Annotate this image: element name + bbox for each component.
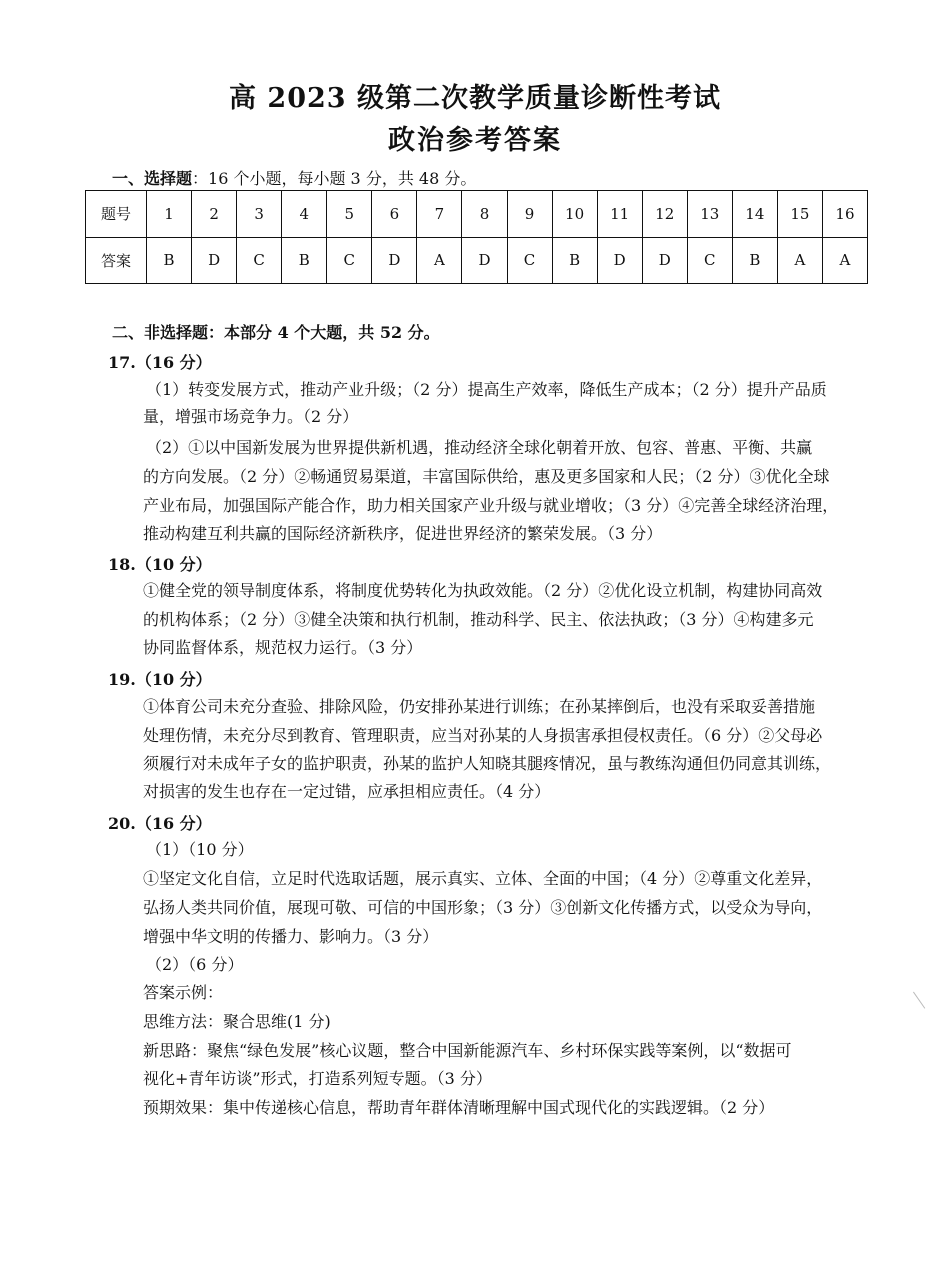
- q17-line: （1）转变发展方式，推动产业升级；（2 分）提高生产效率，降低生产成本；（2 分）提升产品质: [146, 380, 827, 399]
- question-number: 2: [192, 191, 237, 238]
- q17-line: 量，增强市场竞争力。（2 分）: [143, 407, 359, 426]
- q20-number: 20.（16 分）: [108, 814, 212, 833]
- q19-line: 对损害的发生也存在一定过错，应承担相应责任。（4 分）: [143, 782, 551, 801]
- question-number: 3: [237, 191, 282, 238]
- section1-heading-note: ：16 个小题，每小题 3 分，共 48 分。: [192, 169, 477, 188]
- answer-cell: B: [552, 237, 597, 284]
- answer-cell: C: [507, 237, 552, 284]
- question-number: 5: [327, 191, 372, 238]
- q20-line: 答案示例：: [143, 983, 224, 1002]
- q20-line: ①坚定文化自信，立足时代选取话题，展示真实、立体、全面的中国；（4 分）②尊重文化差异，: [143, 869, 823, 888]
- answer-table-number-row: [86, 191, 868, 238]
- answer-table-answer-row: [86, 237, 868, 284]
- q20-line: 新思路：聚焦“绿色发展”核心议题，整合中国新能源汽车、乡村环保实践等案例，以“数据可: [143, 1041, 792, 1060]
- question-number: 15: [777, 191, 822, 238]
- q20-line: 思维方法：聚合思维(1 分): [143, 1012, 331, 1031]
- section1-heading-main: 一、选择题: [112, 169, 193, 188]
- q17-line: （2）①以中国新发展为世界提供新机遇，推动经济全球化朝着开放、包容、普惠、平衡、共赢: [146, 438, 813, 457]
- q20-sub1-heading: （1）（10 分）: [146, 840, 254, 859]
- q17-line: 产业布局，加强国际产能合作，助力相关国家产业升级与就业增收；（3 分）④完善全球经济治理，: [143, 496, 839, 515]
- question-number: 14: [732, 191, 777, 238]
- q19-line: 处理伤情，未充分尽到教育、管理职责，应当对孙某的人身损害承担侵权责任。（6 分）②父母必: [143, 726, 823, 745]
- answer-cell: C: [237, 237, 282, 284]
- question-number: 9: [507, 191, 552, 238]
- answer-table: [85, 190, 868, 284]
- answer-cell: C: [327, 237, 372, 284]
- answer-cell: B: [732, 237, 777, 284]
- exam-title: 高 2023 级第二次教学质量诊断性考试: [229, 83, 721, 114]
- question-number: 10: [552, 191, 597, 238]
- q18-line: 的机构体系；（2 分）③健全决策和执行机制，推动科学、民主、依法执政；（3 分）④构建多元: [143, 610, 814, 629]
- exam-subtitle: 政治参考答案: [388, 125, 562, 156]
- scan-mark: [913, 981, 940, 1008]
- q17-number: 17.（16 分）: [108, 353, 212, 372]
- answer-cell: D: [192, 237, 237, 284]
- q19-line: 须履行对未成年子女的监护职责，孙某的监护人知晓其腿疼情况，虽与教练沟通但仍同意其训练，: [143, 754, 832, 773]
- question-number: 11: [597, 191, 642, 238]
- question-number: 7: [417, 191, 462, 238]
- q19-number: 19.（10 分）: [108, 670, 212, 689]
- q19-line: ①体育公司未充分查验、排除风险，仍安排孙某进行训练；在孙某摔倒后，也没有采取妥善措施: [143, 697, 816, 716]
- section2-heading: 二、非选择题：本部分 4 个大题，共 52 分。: [112, 323, 440, 342]
- q18-number: 18.（10 分）: [108, 555, 212, 574]
- row-label-number: 题号: [86, 191, 147, 238]
- q20-sub2-heading: （2）（6 分）: [146, 955, 244, 974]
- question-number: 6: [372, 191, 417, 238]
- q18-line: 协同监督体系，规范权力运行。（3 分）: [143, 638, 423, 657]
- answer-cell: B: [282, 237, 327, 284]
- question-number: 12: [642, 191, 687, 238]
- answer-cell: D: [642, 237, 687, 284]
- answer-cell: D: [597, 237, 642, 284]
- answer-cell: A: [822, 237, 867, 284]
- question-number: 16: [822, 191, 867, 238]
- answer-cell: D: [372, 237, 417, 284]
- answer-cell: B: [147, 237, 192, 284]
- q18-line: ①健全党的领导制度体系，将制度优势转化为执政效能。（2 分）②优化设立机制，构建协同高效: [143, 581, 823, 600]
- q17-line: 的方向发展。（2 分）②畅通贸易渠道，丰富国际供给，惠及更多国家和人民；（2 分）③优化全球: [143, 467, 830, 486]
- question-number: 8: [462, 191, 507, 238]
- q20-line: 增强中华文明的传播力、影响力。（3 分）: [143, 927, 439, 946]
- q17-line: 推动构建互利共赢的国际经济新秩序，促进世界经济的繁荣发展。（3 分）: [143, 524, 663, 543]
- answer-cell: C: [687, 237, 732, 284]
- answer-cell: A: [777, 237, 822, 284]
- answer-cell: A: [417, 237, 462, 284]
- question-number: 13: [687, 191, 732, 238]
- section1-heading: [112, 166, 476, 189]
- row-label-answer: 答案: [86, 237, 147, 284]
- q20-line: 弘扬人类共同价值，展现可敬、可信的中国形象；（3 分）③创新文化传播方式，以受众为导向，: [143, 898, 823, 917]
- q20-line: 视化+青年访谈”形式，打造系列短专题。（3 分）: [143, 1069, 492, 1088]
- q20-line: 预期效果：集中传递核心信息，帮助青年群体清晰理解中国式现代化的实践逻辑。（2 分）: [143, 1098, 775, 1117]
- question-number: 1: [147, 191, 192, 238]
- question-number: 4: [282, 191, 327, 238]
- answer-cell: D: [462, 237, 507, 284]
